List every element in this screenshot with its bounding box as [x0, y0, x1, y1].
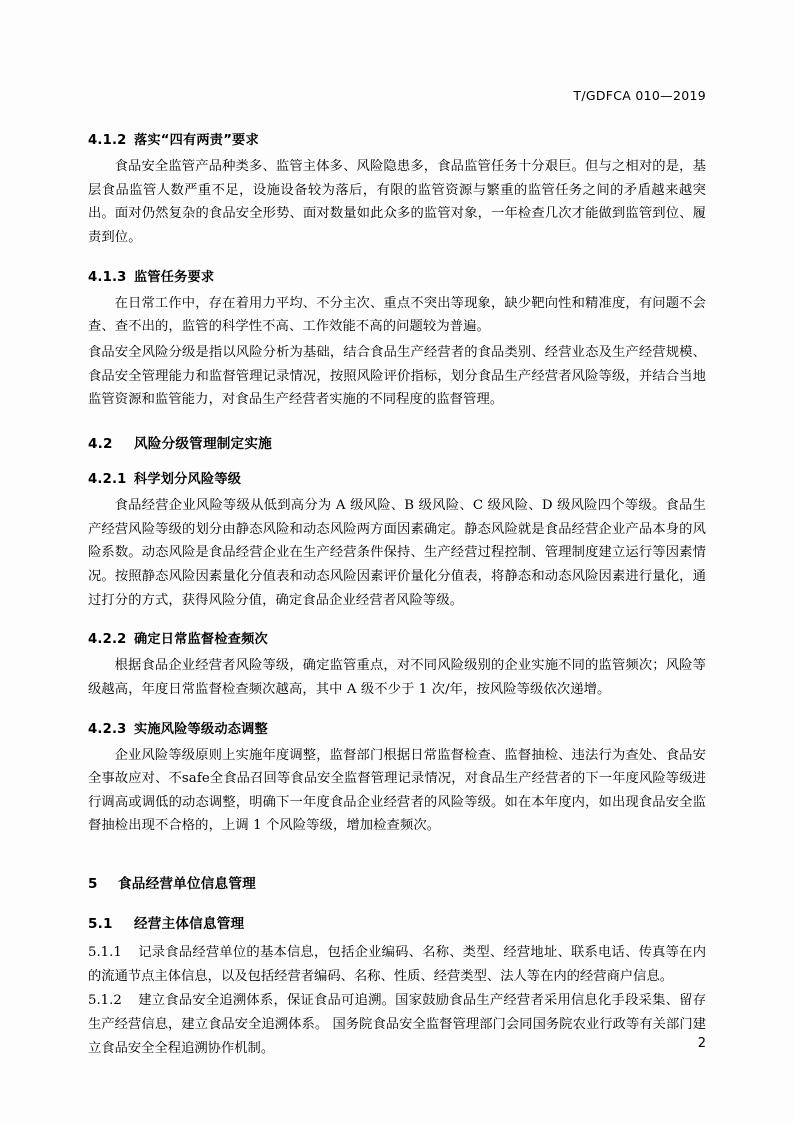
clause-number: 5.1.1 [88, 945, 122, 961]
clause-5-1-2 [88, 989, 706, 1060]
page-number: 2 [697, 1036, 706, 1051]
paragraph-4-1-3-2: 食品安全风险分级是指以风险分析为基础，结合食品生产经营者的食品类别、经营业态及生产经营规模、食品安全管理能力和监督管理记录情况，按照风险评价指标，划分食品生产经营者风险等级，并结合当地监管资源和监管能力，对食品生产经营者实施的不同程度的监督管理。 [88, 344, 706, 408]
paragraph-4-1-3-1: 在日常工作中，存在着用力平均、不分主次、重点不突出等现象，缺少靶向性和精准度，有问题不会查、查不出的，监管的科学性不高、工作效能不高的问题较为普遍。 [88, 295, 706, 335]
clause-number: 5.1.2 [88, 993, 122, 1009]
heading-number: 4.2.3 [88, 721, 127, 737]
heading-4-1-2 [88, 129, 706, 148]
heading-text: 确定日常监督检查频次 [134, 632, 268, 648]
paragraph-4-2-3-1: 企业风险等级原则上实施年度调整，监督部门根据日常监督检查、监督抽检、违法行为查处、食品安全事故应对、不safe全食品召回等食品安全监督管理记录情况，对食品生产经营者的下一年度风险等级进行调高或调低的动态调整，明确下一年度食品企业经营者的风险等级。如在本年度内，如出现食品安全监督抽检出现不合格的，上调 1 个风险等级，增加检查频次。 [88, 747, 706, 834]
heading-text: 实施风险等级动态调整 [134, 721, 268, 737]
heading-text: 食品经营单位信息管理 [118, 876, 256, 893]
heading-number: 5 [88, 876, 98, 893]
page-content [88, 88, 706, 1061]
paragraph-4-1-2-1: 食品安全监管产品种类多、监管主体多、风险隐患多，食品监管任务十分艰巨。但与之相对的是，基层食品监管人数严重不足，设施设备较为落后，有限的监管资源与繁重的监管任务之间的矛盾越来越突出。面对仍然复杂的食品安全形势、面对数量如此众多的监管对象，一年检查几次才能做到监管到位、履责到位。 [88, 159, 706, 245]
heading-4-2-3 [88, 718, 706, 737]
heading-text: 落实“四有两责”要求 [134, 133, 259, 148]
heading-text: 经营主体信息管理 [134, 916, 245, 933]
heading-5 [88, 872, 706, 892]
heading-5-1 [88, 912, 706, 932]
paragraph-4-2-1-1: 食品经营企业风险等级从低到高分为 A 级风险、B 级风险、C 级风险、D 级风险四个等级。食品生产经营风险等级的划分由静态风险和动态风险两方面因素确定。静态风险就是食品经营企业产品本身的风险系数。动态风险是食品经营企业在生产经营条件保持、生产经营过程控制、管理制度建立运行等因素情况。按照静态风险因素量化分值表和动态风险因素评价量化分值表，将静态和动态风险因素进行量化，通过打分的方式，获得风险分值，确定食品企业经营者风险等级。 [88, 497, 706, 608]
heading-number: 4.1.3 [88, 269, 127, 285]
heading-text: 科学划分风险等级 [134, 471, 242, 487]
heading-number: 4.1.2 [88, 133, 127, 148]
heading-number: 4.2.1 [88, 471, 127, 487]
clause-text: 记录食品经营单位的基本信息，包括企业编码、名称、类型、经营地址、联系电话、传真等在内的流通节点主体信息，以及包括经营者编码、名称、性质、经营类型、法人等在内的经营商户信息。 [88, 945, 706, 984]
heading-text: 监管任务要求 [134, 269, 215, 285]
heading-number: 4.2 [88, 435, 113, 452]
heading-number: 4.2.2 [88, 632, 127, 648]
clause-5-1-1 [88, 941, 706, 988]
heading-4-2-1 [88, 468, 706, 487]
heading-4-2-2 [88, 628, 706, 647]
document-header-code: T/GDFCA 010—2019 [573, 88, 706, 103]
heading-text: 风险分级管理制定实施 [134, 435, 272, 452]
heading-number: 5.1 [88, 916, 113, 933]
heading-4-1-3 [88, 266, 706, 285]
paragraph-4-2-2-1: 根据食品企业经营者风险等级，确定监管重点，对不同风险级别的企业实施不同的监管频次；风险等级越高，年度日常监督检查频次越高，其中 A 级不少于 1 次/年，按风险等级依次递增。 [88, 658, 706, 697]
heading-4-2 [88, 432, 706, 452]
clause-text: 建立食品安全追溯体系，保证食品可追溯。国家鼓励食品生产经营者采用信息化手段采集、留存生产经营信息，建立食品安全追溯体系。 国务院食品安全监督管理部门会同国务院农业行政等有关部门建立食品安全全程追溯协作机制。 [88, 993, 706, 1056]
